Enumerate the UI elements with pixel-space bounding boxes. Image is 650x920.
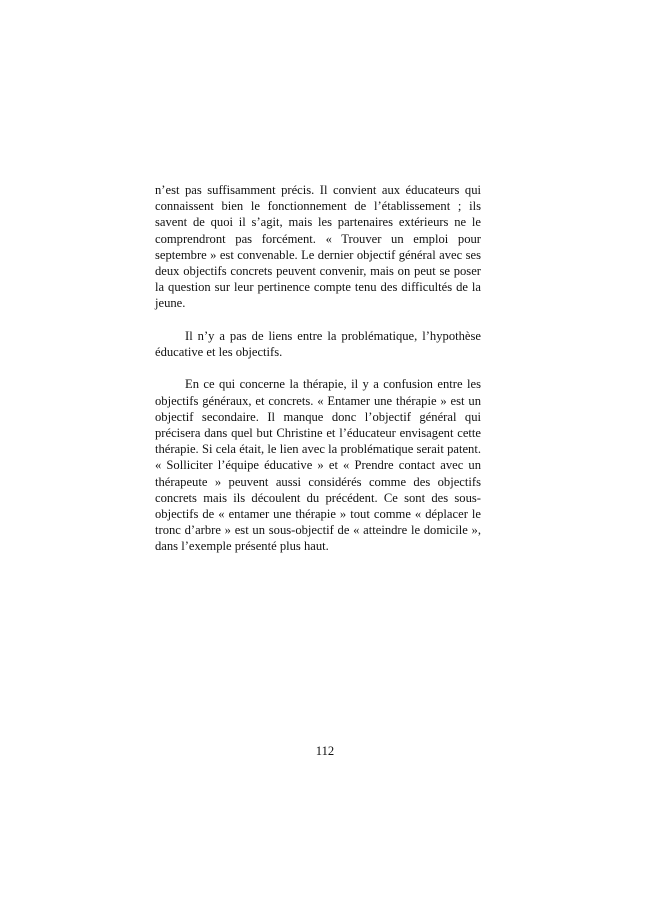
body-text [155,182,481,571]
paragraph-1: n’est pas suffisamment précis. Il convient aux éducateurs qui connaissent bien le fonctionnement de l’établissement ; ils savent de quoi il s’agit, mais les partenaires extérieurs ne le comprendront pas forcément. « Trouver un emploi pour septembre » est convenable. Le dernier objectif général avec ses deux objectifs concrets peuvent convenir, mais on peut se poser la question sur leur pertinence compte tenu des difficultés de la jeune. [155,183,481,311]
page-number: 112 [315,744,335,758]
paragraph-2: Il n’y a pas de liens entre la problématique, l’hypothèse éducative et les objectifs. [155,328,481,360]
paragraph-3: En ce qui concerne la thérapie, il y a confusion entre les objectifs généraux, et concrets. « Entamer une thérapie » est un objectif secondaire. Il manque donc l’objectif général qui précisera dans quel but Christine et l’éducateur envisagent cette thérapie. Si cela était, le lien avec la problématique serait patent. « Solliciter l’équipe éducative » et « Prendre contact avec un thérapeute » peuvent aussi considérés comme des objectifs concrets mais ils découlent du précédent. Ce sont des sous-objectifs de « entamer une thérapie » tout comme « déplacer le tronc d’arbre » est un sous-objectif de « atteindre le domicile », dans l’exemple présenté plus haut. [155,377,481,554]
